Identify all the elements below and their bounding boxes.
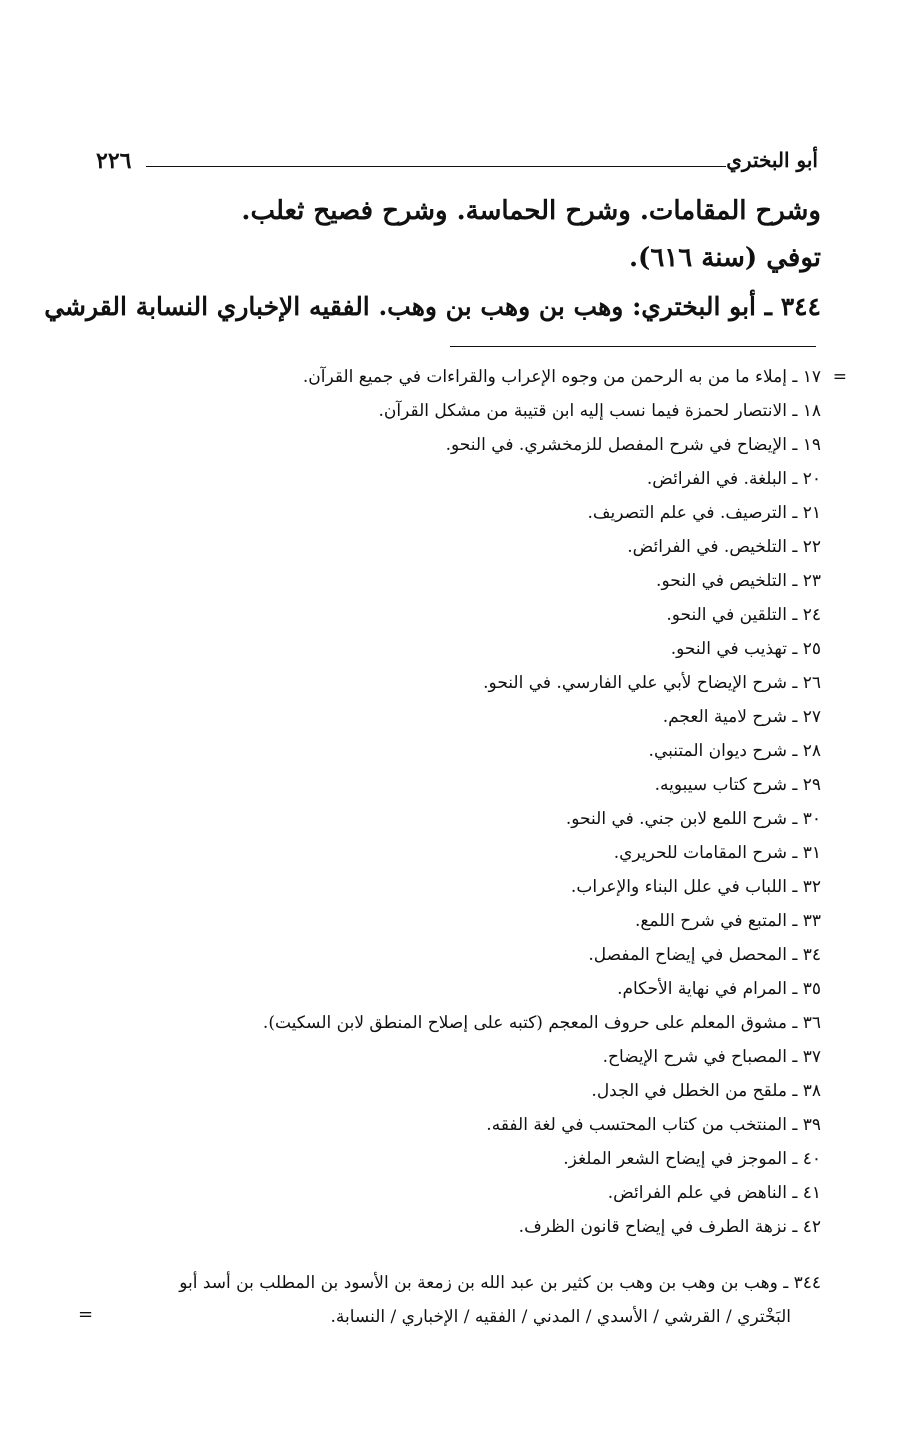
footnote-item: ٢٨ ـ شرح ديوان المتنبي. [648, 741, 821, 761]
running-title: أبو البختري [726, 148, 818, 172]
footnote-item: ٢٩ ـ شرح كتاب سيبويه. [654, 775, 821, 795]
footnote-item: ٢٣ ـ التلخيص في النحو. [656, 571, 821, 591]
footnote-item: ٢٥ ـ تهذيب في النحو. [670, 639, 821, 659]
biography-line: البَخْتري / القرشي / الأسدي / المدني / الفقيه / الإخباري / النسابة. [330, 1307, 791, 1327]
footnote-item: ١٩ ـ الإيضاح في شرح المفصل للزمخشري. في النحو. [445, 435, 821, 455]
footnote-item: ٤٠ ـ الموجز في إيضاح الشعر الملغز. [563, 1149, 821, 1169]
continuation-mark: = [78, 1304, 94, 1325]
continuation-mark: = [832, 367, 847, 387]
footnote-item: ١٨ ـ الانتصار لحمزة فيما نسب إليه ابن قتيبة من مشكل القرآن. [378, 401, 821, 421]
body-text-line: توفي (سنة ٦١٦). [628, 243, 821, 273]
footnote-item: ٢٠ ـ البلغة. في الفرائض. [646, 469, 821, 489]
biography-line: ٣٤٤ ـ وهب بن وهب بن وهب بن كثير بن عبد الله بن زمعة بن الأسود بن المطلب بن أسد أبو [179, 1273, 821, 1293]
footnote-item: ٣٩ ـ المنتخب من كتاب المحتسب في لغة الفقه. [486, 1115, 821, 1135]
header-rule [146, 166, 726, 167]
footnote-item: ٣٦ ـ مشوق المعلم على حروف المعجم (كتبه على إصلاح المنطق لابن السكيت). [262, 1013, 821, 1033]
biography-footnote [101, 1266, 821, 1334]
footnote-item: ٣٣ ـ المتبع في شرح اللمع. [634, 911, 821, 931]
footnote-rule [450, 346, 816, 347]
footnote-list [201, 360, 847, 1244]
body-text-line: وشرح المقامات. وشرح الحماسة. وشرح فصيح ثعلب. [241, 196, 821, 226]
footnote-item: ٢٦ ـ شرح الإيضاح لأبي علي الفارسي. في النحو. [483, 673, 821, 693]
footnote-item: ٤٢ ـ نزهة الطرف في إيضاح قانون الظرف. [518, 1217, 821, 1237]
page-header [96, 148, 818, 182]
footnote-item: ٣٤ ـ المحصل في إيضاح المفصل. [588, 945, 821, 965]
footnote-item [201, 360, 847, 394]
footnote-item: ٣٢ ـ اللباب في علل البناء والإعراب. [570, 877, 821, 897]
page-number: ٢٢٦ [96, 148, 132, 174]
footnote-item: ٢٤ ـ التلقين في النحو. [666, 605, 821, 625]
footnote-item: ٢١ ـ الترصيف. في علم التصريف. [587, 503, 821, 523]
footnote-item: ٣١ ـ شرح المقامات للحريري. [613, 843, 821, 863]
footnote-item: ٣٧ ـ المصباح في شرح الإيضاح. [602, 1047, 821, 1067]
footnote-item: ٢٢ ـ التلخيص. في الفرائض. [627, 537, 821, 557]
footnote-item: ٣٥ ـ المرام في نهاية الأحكام. [617, 979, 821, 999]
footnote-item: ٣٨ ـ ملقح من الخطل في الجدل. [591, 1081, 821, 1101]
footnote-item: ٣٠ ـ شرح اللمع لابن جني. في النحو. [565, 809, 821, 829]
entry-heading: ٣٤٤ ـ أبو البختري: وهب بن وهب بن وهب. الفقيه الإخباري النسابة القرشي [44, 292, 821, 321]
footnote-item: ٢٧ ـ شرح لامية العجم. [662, 707, 821, 727]
footnote-text: ١٧ ـ إملاء ما من به الرحمن من وجوه الإعراب والقراءات في جميع القرآن. [302, 367, 821, 387]
footnote-item: ٤١ ـ الناهض في علم الفرائض. [607, 1183, 821, 1203]
